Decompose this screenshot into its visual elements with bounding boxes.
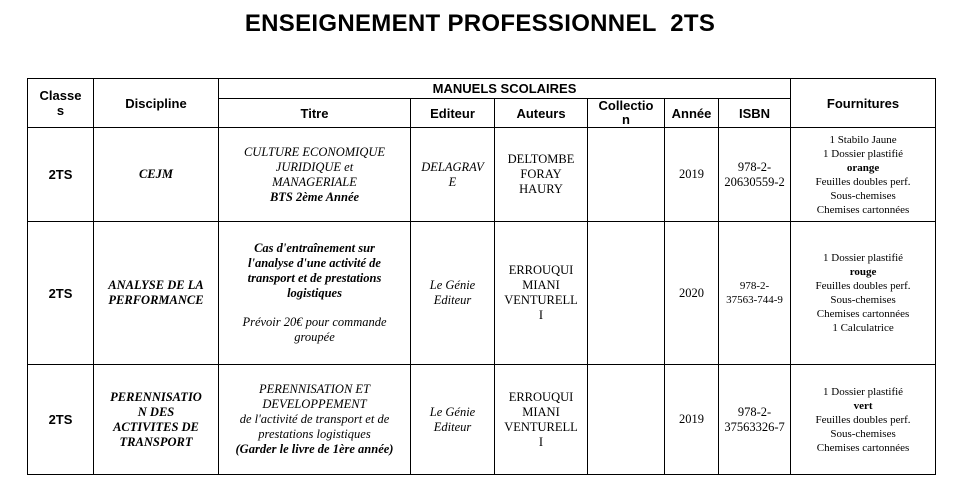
fourniture-item: 1 Dossier plastifié <box>823 147 904 160</box>
titre-line: DEVELOPPEMENT <box>262 397 367 411</box>
header-collection: Collectio n <box>588 99 665 128</box>
fourniture-color: rouge <box>849 266 877 278</box>
fournitures-cell <box>791 128 936 222</box>
discipline-cell: PERENNISATIO N DES ACTIVITES DE TRANSPORT <box>94 365 219 475</box>
titre-line: CULTURE ECONOMIQUE <box>243 144 386 159</box>
classe-cell: 2TS <box>28 128 94 222</box>
titre-plain: de l'activité de transport et de prestations logistiques <box>239 412 390 441</box>
classe-cell: 2TS <box>28 222 94 365</box>
titre-line: JURIDIQUE et <box>275 159 354 174</box>
fourniture-item: Sous-chemises <box>830 189 896 202</box>
fourniture-item: Feuilles doubles perf. <box>815 413 911 426</box>
fourniture-item: 1 Stabilo Jaune <box>829 133 897 146</box>
fourniture-item: Chemises cartonnées <box>816 441 910 454</box>
fourniture-item: Chemises cartonnées <box>816 203 910 216</box>
header-discipline: Discipline <box>94 79 219 128</box>
table-row <box>28 128 936 222</box>
editeur-cell: Le Génie Editeur <box>411 222 495 365</box>
collection-cell <box>588 222 665 365</box>
header-editeur: Editeur <box>411 99 495 128</box>
titre-bold: (Garder le livre de 1ère année) <box>235 442 394 456</box>
header-classe: Classe s <box>28 79 94 128</box>
fourniture-item: 1 Dossier plastifié <box>823 252 904 264</box>
auteurs-cell: ERROUQUI MIANI VENTURELL I <box>495 222 588 365</box>
titre-cell <box>219 222 411 365</box>
isbn-cell: 978-2- 37563-744-9 <box>719 222 791 365</box>
header-titre: Titre <box>219 99 411 128</box>
page-title: ENSEIGNEMENT PROFESSIONNEL 2TS <box>244 10 716 37</box>
annee-cell: 2020 <box>665 222 719 365</box>
titre-cell <box>219 365 411 475</box>
header-annee: Année <box>665 99 719 128</box>
spacer <box>221 301 408 315</box>
titre-bold: BTS 2ème Année <box>269 189 360 204</box>
annee-cell: 2019 <box>665 365 719 475</box>
table-row <box>28 222 936 365</box>
fournitures-cell <box>791 365 936 475</box>
titre-line: MANAGERIALE <box>272 174 357 189</box>
fourniture-item: Feuilles doubles perf. <box>815 280 911 292</box>
header-isbn: ISBN <box>719 99 791 128</box>
fourniture-item: Sous-chemises <box>830 294 896 306</box>
titre-note: Prévoir 20€ pour commande groupée <box>242 315 387 344</box>
header-auteurs: Auteurs <box>495 99 588 128</box>
titre-cell <box>219 128 411 222</box>
fourniture-item: Chemises cartonnées <box>816 308 910 320</box>
editeur-cell: DELAGRAV E <box>411 128 495 222</box>
fourniture-color: orange <box>846 161 880 174</box>
discipline-cell: ANALYSE DE LA PERFORMANCE <box>94 222 219 365</box>
editeur-cell: Le Génie Editeur <box>411 365 495 475</box>
header-manuels-scolaires: MANUELS SCOLAIRES <box>219 79 791 99</box>
collection-cell <box>588 365 665 475</box>
fourniture-item: Sous-chemises <box>830 427 896 440</box>
titre-line: PERENNISATION ET <box>259 382 370 396</box>
titre-bold: Cas d'entraînement sur l'analyse d'une activité de transport et de prestations logistiques <box>247 241 382 300</box>
fourniture-item: 1 Dossier plastifié <box>823 385 904 398</box>
auteurs-cell: DELTOMBE FORAY HAURY <box>495 128 588 222</box>
header-fournitures: Fournitures <box>791 79 936 128</box>
fourniture-item: Feuilles doubles perf. <box>815 175 911 188</box>
annee-cell: 2019 <box>665 128 719 222</box>
collection-cell <box>588 128 665 222</box>
supplies-table <box>27 78 936 475</box>
isbn-cell: 978-2- 20630559-2 <box>719 128 791 222</box>
fournitures-cell <box>791 222 936 365</box>
discipline-cell: CEJM <box>94 128 219 222</box>
auteurs-cell: ERROUQUI MIANI VENTURELL I <box>495 365 588 475</box>
fourniture-item: 1 Calculatrice <box>832 322 894 334</box>
isbn-cell: 978-2- 37563326-7 <box>719 365 791 475</box>
table-row <box>28 365 936 475</box>
fourniture-color: vert <box>853 399 873 412</box>
classe-cell: 2TS <box>28 365 94 475</box>
